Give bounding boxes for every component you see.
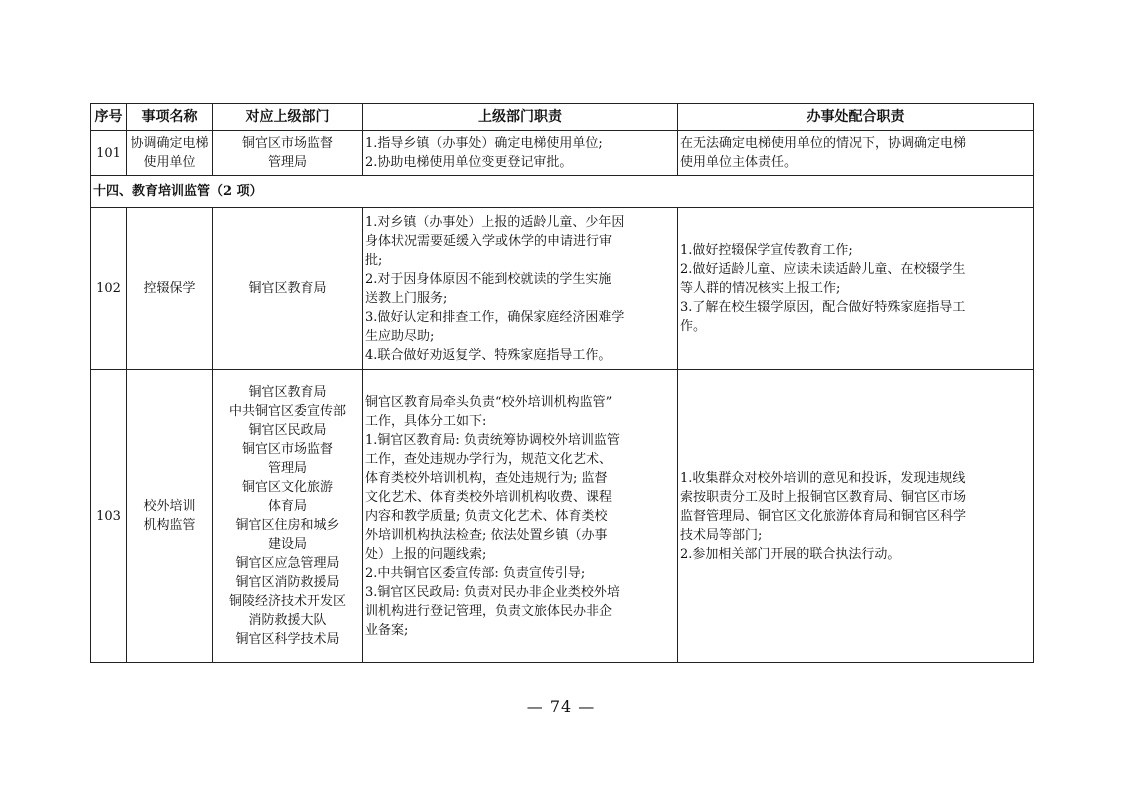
table-row	[91, 131, 1034, 176]
row-no: 101	[91, 131, 127, 176]
section-row	[91, 176, 1034, 208]
duty-table	[90, 103, 1034, 663]
header-dept: 对应上级部门	[213, 104, 363, 131]
row-duties: 1.指导乡镇（办事处）确定电梯使用单位; 2.协助电梯使用单位变更登记审批。	[363, 131, 678, 176]
row-duties: 铜官区教育局牵头负责“校外培训机构监管” 工作，具体分工如下: 1.铜官区教育局: 负责统筹协调校外培训监管 工作，查处违规办学行为，规范文化艺术、 体育类校外培训机构，查处违规行为; 监督 文化艺术、体育类校外培训机构收费、课程 内容和教学质量; 负责文化艺术、体育类校 外培训机构执法检查; 依法处置乡镇（办事 处）上报的问题线索; 2.中共铜官区委宣传部: 负责宣传引导; 3.铜官区民政局: 负责对民办非企业类校外培 训机构进行登记管理，负责文旅体民办非企 业备案;	[363, 370, 678, 663]
row-item-name: 控辍保学	[127, 208, 213, 370]
header-coop: 办事处配合职责	[678, 104, 1034, 131]
table-row	[91, 208, 1034, 370]
header-no: 序号	[91, 104, 127, 131]
section-title: 十四、教育培训监管（2 项）	[91, 176, 1034, 208]
row-coop: 1.收集群众对校外培训的意见和投诉，发现违规线 索按职责分工及时上报铜官区教育局、铜官区市场 监督管理局、铜官区文化旅游体育局和铜官区科学 技术局等部门; 2.参加相关部门开展的联合执法行动。	[678, 370, 1034, 663]
table-row	[91, 370, 1034, 663]
row-dept: 铜官区教育局	[213, 208, 363, 370]
row-item-name: 校外培训 机构监管	[127, 370, 213, 663]
page-number: — 74 —	[526, 697, 596, 716]
header-item-name: 事项名称	[127, 104, 213, 131]
row-dept: 铜官区市场监督 管理局	[213, 131, 363, 176]
row-coop: 在无法确定电梯使用单位的情况下，协调确定电梯 使用单位主体责任。	[678, 131, 1034, 176]
row-item-name: 协调确定电梯 使用单位	[127, 131, 213, 176]
row-dept: 铜官区教育局 中共铜官区委宣传部 铜官区民政局 铜官区市场监督 管理局 铜官区文化旅游 体育局 铜官区住房和城乡 建设局 铜官区应急管理局 铜官区消防救援局 铜陵经济技术开发区 消防救援大队 铜官区科学技术局	[213, 370, 363, 663]
row-coop: 1.做好控辍保学宣传教育工作; 2.做好适龄儿童、应读未读适龄儿童、在校辍学生 等人群的情况核实上报工作; 3.了解在校生辍学原因，配合做好特殊家庭指导工 作。	[678, 208, 1034, 370]
row-duties: 1.对乡镇（办事处）上报的适龄儿童、少年因 身体状况需要延缓入学或休学的申请进行审 批; 2.对于因身体原因不能到校就读的学生实施 送教上门服务; 3.做好认定和排查工作，确保家庭经济困难学 生应助尽助; 4.联合做好劝返复学、特殊家庭指导工作。	[363, 208, 678, 370]
table-header-row	[91, 104, 1034, 131]
header-duties: 上级部门职责	[363, 104, 678, 131]
row-no: 102	[91, 208, 127, 370]
row-no: 103	[91, 370, 127, 663]
